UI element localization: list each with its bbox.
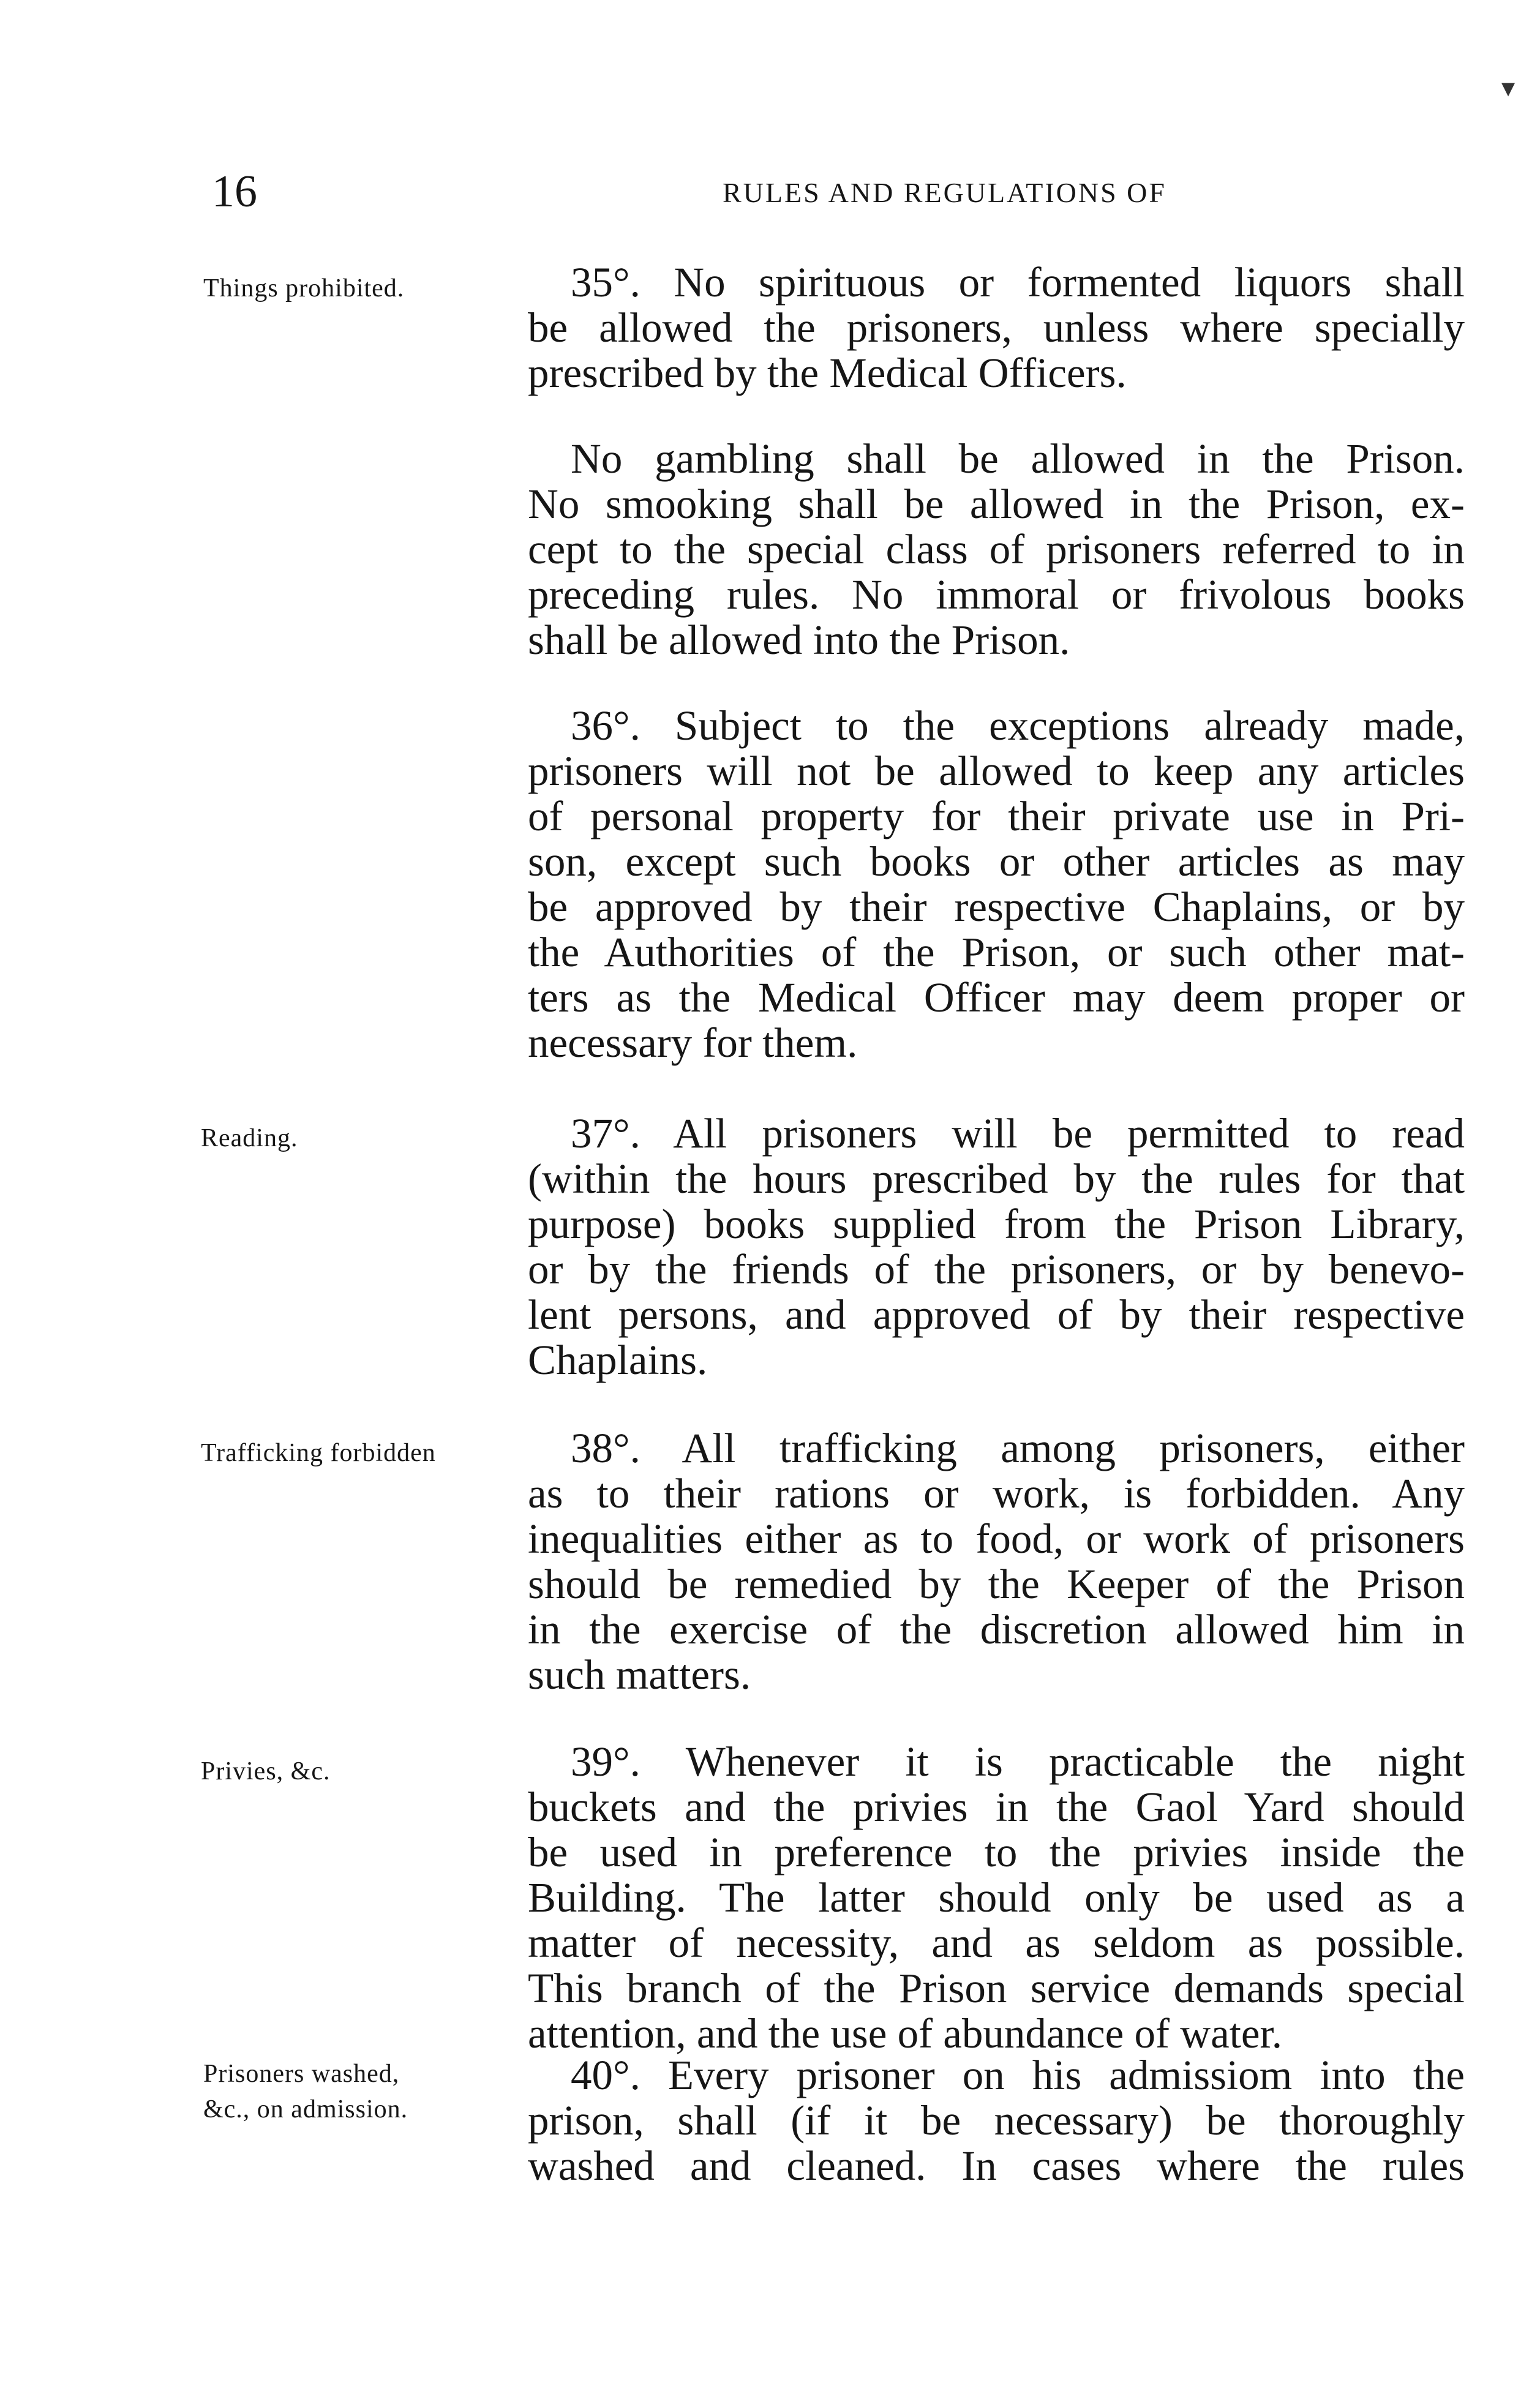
text-line: 35°. No spirituous or formented liquors shall (571, 259, 1465, 306)
margin-note-line: Prisoners washed, (203, 2060, 400, 2088)
paragraph-35 (528, 260, 1465, 396)
paragraph-38 (528, 1425, 1465, 1697)
text-line: 38°. All trafficking among prisoners, either (571, 1425, 1465, 1471)
text-line: 36°. Subject to the exceptions already made, (571, 702, 1465, 749)
margin-note-trafficking-forbidden (201, 1430, 436, 1476)
text-line: No smooking shall be allowed in the Prison, ex- (528, 481, 1465, 527)
text-line: washed and cleaned. In cases where the rules (528, 2142, 1465, 2189)
margin-note-line: Things prohibited. (203, 274, 405, 302)
margin-note-prisoners-washed (203, 2056, 408, 2127)
text-line: or by the friends of the prisoners, or by benevo- (528, 1246, 1465, 1293)
text-line: matter of necessity, and as seldom as possible. (528, 1920, 1465, 1966)
page-number: 16 (212, 167, 257, 217)
paragraph-37 (528, 1111, 1465, 1383)
text-line: be allowed the prisoners, unless where specially (528, 304, 1465, 351)
text-line: 37°. All prisoners will be permitted to read (571, 1110, 1465, 1157)
text-line: prisoners will not be allowed to keep any articles (528, 748, 1465, 794)
text-line: shall be allowed into the Prison. (528, 617, 1070, 663)
corner-mark: ▾ (1501, 73, 1516, 103)
text-line: of personal property for their private use in Pri- (528, 793, 1465, 839)
text-line: such matters. (528, 1651, 751, 1698)
text-line: lent persons, and approved of by their respective (528, 1291, 1465, 1338)
margin-note-line: Trafficking forbidden (201, 1439, 436, 1467)
margin-note-things-prohibited (203, 266, 404, 311)
margin-note-reading (201, 1116, 298, 1161)
text-line: buckets and the privies in the Gaol Yard should (528, 1784, 1465, 1830)
text-line: Building. The latter should only be used as a (528, 1874, 1465, 1921)
text-line: son, except such books or other articles as may (528, 838, 1465, 885)
running-title: RULES AND REGULATIONS OF (723, 177, 1166, 208)
text-line: be approved by their respective Chaplains, or by (528, 884, 1465, 930)
margin-note-line: Privies, &c. (201, 1757, 331, 1785)
text-line: 40°. Every prisoner on his admissiom into the (571, 2052, 1465, 2098)
text-line: as to their rations or work, is forbidden. Any (528, 1470, 1465, 1517)
text-line: No gambling shall be allowed in the Prison. (571, 435, 1465, 482)
paragraph-36 (528, 703, 1465, 1065)
text-line: cept to the special class of prisoners referred to in (528, 526, 1465, 573)
text-line: in the exercise of the discretion allowed him in (528, 1606, 1465, 1653)
text-line: inequalities either as to food, or work of prisoners (528, 1515, 1465, 1562)
text-line: necessary for them. (528, 1019, 858, 1066)
text-line: ters as the Medical Officer may deem proper or (528, 974, 1465, 1021)
text-line: the Authorities of the Prison, or such other mat- (528, 929, 1465, 975)
text-line: purpose) books supplied from the Prison Library, (528, 1201, 1465, 1247)
text-line: preceding rules. No immoral or frivolous books (528, 571, 1465, 618)
text-line: prison, shall (if it be necessary) be thoroughly (528, 2097, 1465, 2144)
margin-note-privies (201, 1749, 330, 1794)
text-line: 39°. Whenever it is practicable the night (571, 1738, 1465, 1785)
text-line: be used in preference to the privies inside the (528, 1829, 1465, 1875)
text-line: prescribed by the Medical Officers. (528, 350, 1127, 396)
margin-note-line: Reading. (201, 1124, 298, 1152)
paragraph-35-continued (528, 436, 1465, 663)
text-line: Chaplains. (528, 1337, 708, 1383)
text-line: attention, and the use of abundance of water. (528, 2010, 1282, 2057)
paragraph-40 (528, 2052, 1465, 2188)
text-line: (within the hours prescribed by the rules for that (528, 1155, 1465, 1202)
margin-note-line: &c., on admission. (203, 2095, 408, 2123)
text-line: should be remedied by the Keeper of the Prison (528, 1561, 1465, 1607)
text-line: This branch of the Prison service demands special (528, 1965, 1465, 2011)
paragraph-39 (528, 1739, 1465, 2056)
